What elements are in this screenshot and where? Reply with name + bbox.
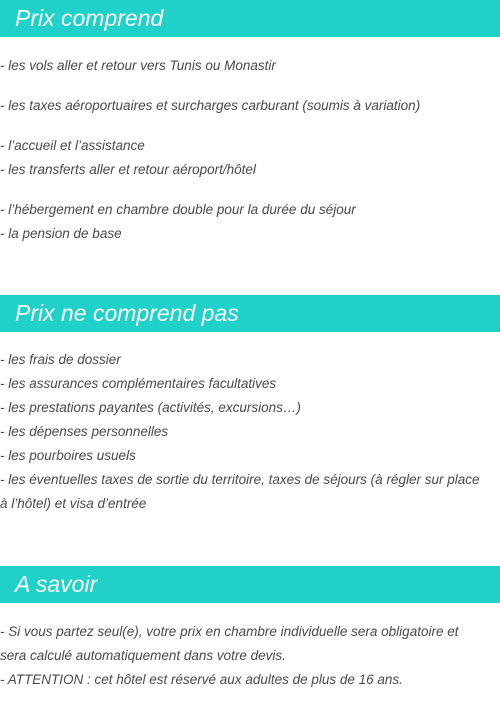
list-item: - les transferts aller et retour aéroport/hôtel xyxy=(0,162,256,177)
list-item: - l’hébergement en chambre double pour la durée du séjour xyxy=(0,202,356,217)
list-item: sera calculé automatiquement dans votre devis. xyxy=(0,648,286,663)
list-item: - les pourboires usuels xyxy=(0,448,136,463)
list-item: - les assurances complémentaires facultatives xyxy=(0,376,277,391)
list-item: à l’hôtel) et visa d’entrée xyxy=(0,496,147,511)
list-item: - Si vous partez seul(e), votre prix en chambre individuelle sera obligatoire et xyxy=(0,624,459,639)
list-item: - les taxes aéroportuaires et surcharges carburant (soumis à variation) xyxy=(0,98,421,113)
list-item: - les prestations payantes (activités, excursions…) xyxy=(0,400,301,415)
list-item: - l’accueil et l’assistance xyxy=(0,138,145,153)
section-header-prix-ne-comprend-pas: Prix ne comprend pas xyxy=(0,295,500,332)
section-header-prix-comprend: Prix comprend xyxy=(0,0,500,37)
list-item: - les frais de dossier xyxy=(0,352,121,367)
list-item: - les dépenses personnelles xyxy=(0,424,169,439)
list-item: - les vols aller et retour vers Tunis ou Monastir xyxy=(0,58,276,73)
list-item: - ATTENTION : cet hôtel est réservé aux adultes de plus de 16 ans. xyxy=(0,672,403,687)
list-item: - les éventuelles taxes de sortie du territoire, taxes de séjours (à régler sur place xyxy=(0,472,480,487)
list-item: - la pension de base xyxy=(0,226,122,241)
section-header-a-savoir: A savoir xyxy=(0,566,500,603)
